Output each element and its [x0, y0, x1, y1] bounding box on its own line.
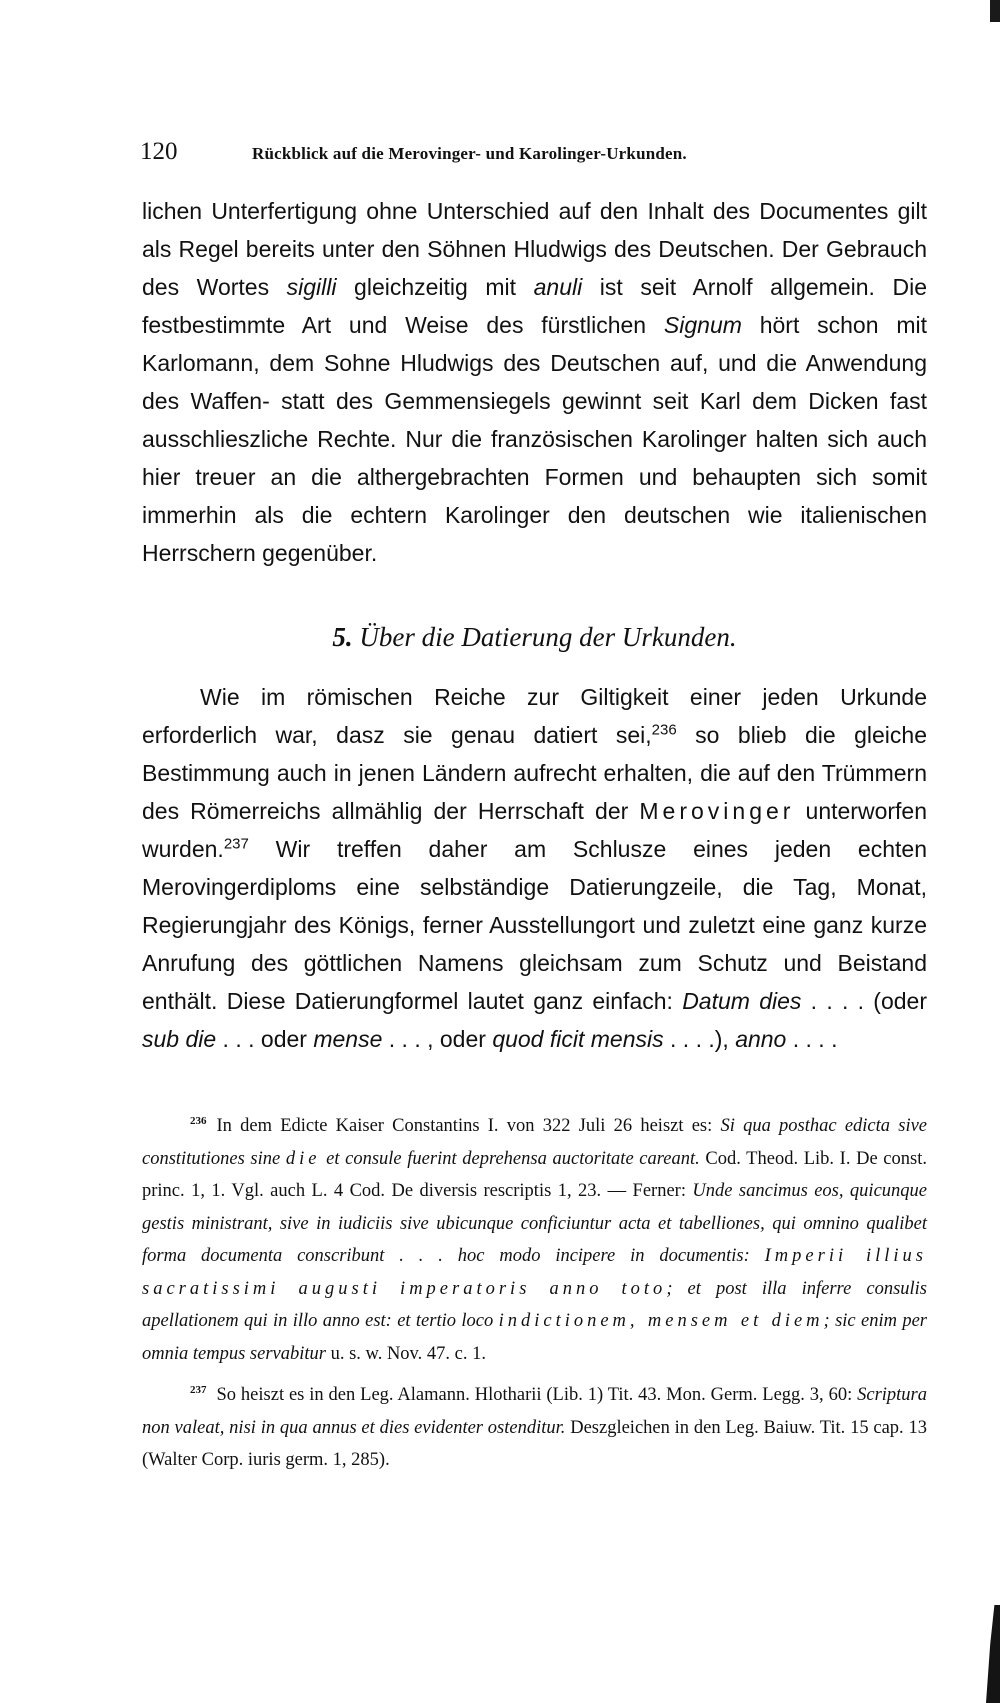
text-run: . . . oder — [216, 1026, 314, 1052]
spaced-italic: Imperii illius sacratissimi augusti imperatoris anno toto — [142, 1246, 927, 1299]
italic-quote: ; et post illa inferre consulis apellationem qui in illo anno est: et tertio loco — [142, 1278, 927, 1332]
text-run: . . . . (oder — [801, 988, 927, 1014]
text-run: u. s. w. Nov. 47. c. 1. — [325, 1343, 486, 1364]
text-run: hört schon mit Karlomann, dem Sohne Hludwigs des Deutschen auf, und die Anwendung des Waffen- statt des Gemmensiegels gewinnt seit Karl dem Dicken fast ausschlieszliche Rechte. Nur die französischen Karolinger halten sich auch hier treuer an die althergebrachten Formen und behaupten sich somit immerhin als die echtern Karolinger den deutschen wie italienischen Herrschern gegenüber. — [142, 312, 927, 566]
text-run: Wir treffen daher am Schlusze eines jeden echten Merovingerdiploms eine selbständige Datierungzeile, die Tag, Monat, Regierungjahr des Königs, ferner Ausstellungort und zuletzt eine ganz kurze Anrufung des göttlichen Namens gleichsam zum Schutz und Beistand enthält. Diese Datierungformel lautet ganz einfach: — [142, 836, 927, 1014]
text-run: In dem Edicte Kaiser Constantins I. von 322 Juli 26 heiszt es: — [216, 1116, 721, 1137]
footnote-ref-237[interactable]: 237 — [223, 835, 249, 853]
text-run: So heiszt es in den Leg. Alamann. Hlotharii (Lib. 1) Tit. 43. Mon. Germ. Legg. 3, 60: — [216, 1385, 858, 1406]
footnote-237 — [142, 1374, 927, 1477]
footnote-marker: 236 — [190, 1115, 207, 1127]
text-run: . . . , oder — [382, 1026, 493, 1052]
italic-term: mense — [313, 1026, 383, 1052]
spaced-italic: indictionem, mensem et diem — [498, 1311, 824, 1332]
spaced-italic: die — [285, 1148, 321, 1169]
italic-term: anno — [735, 1026, 787, 1052]
text-run: Cod. Theod. Lib. I. De const. princ. 1, 1. Vgl. auch L. 4 Cod. De diversis rescriptis 1, 23. — Ferner: — [142, 1148, 927, 1202]
page-number: 120 — [140, 138, 178, 165]
italic-term: anuli — [533, 274, 583, 300]
italic-term: sub die — [142, 1026, 217, 1052]
footnote-marker: 237 — [190, 1384, 207, 1397]
running-head: Rückblick auf die Merovinger- und Karolinger-Urkunden. — [252, 144, 687, 163]
text-run: . . . .), — [663, 1026, 736, 1052]
footnotes — [142, 1105, 927, 1481]
italic-quote: fuerint deprehensa auctoritate careant. — [401, 1148, 700, 1169]
italic-quote: Si qua posthac edicta sive constitutiones sine — [142, 1116, 928, 1169]
text-run: . . . . — [786, 1026, 838, 1052]
italic-term: Signum — [663, 312, 742, 338]
text-run: ist seit Arnolf allgemein. Die festbestimmte Art und Weise des fürstlichen — [142, 274, 927, 338]
text-run: unterworfen wurden. — [142, 798, 927, 862]
italic-quote: et — [320, 1148, 346, 1169]
page-header — [140, 138, 930, 172]
spaced-name: Merovinger — [639, 798, 795, 824]
paragraph-1 — [142, 192, 927, 572]
italic-term: quod ficit mensis — [492, 1026, 664, 1052]
scan-edge-mark-bottom — [986, 1605, 1000, 1703]
paragraph-2 — [142, 678, 927, 1058]
italic-term: Datum dies — [682, 988, 802, 1014]
section-heading — [142, 622, 927, 653]
footnote-236 — [142, 1105, 927, 1370]
italic-quote: Scriptura non valeat, nisi in qua annus et dies evidenter ostenditur. — [142, 1385, 927, 1438]
italic-quote: consule — [345, 1148, 402, 1169]
footnote-ref-236[interactable]: 236 — [651, 721, 677, 739]
text-run: lichen Unterfertigung ohne Unterschied auf den Inhalt des Documentes gilt als Regel bereits unter den Söhnen Hludwigs des Deutschen. Der Gebrauch des Wortes — [142, 198, 927, 300]
italic-term: sigilli — [286, 274, 337, 300]
section-title: Über die Datierung der Urkunden. — [359, 622, 737, 652]
section-number: 5. — [332, 622, 353, 652]
scan-edge-mark-top — [990, 0, 1000, 22]
text-run: Wie im römischen Reiche zur Giltigkeit einer jeden Urkunde erforderlich war, dasz sie genau datiert sei, — [142, 684, 927, 748]
italic-quote: Unde sancimus eos, quicunque gestis ministrant, sive in iudiciis sive ubicunque conficiuntur acta et tabelliones, qui omnino qualibet forma documenta conscribunt . . . hoc modo incipere in documentis: — [142, 1181, 927, 1267]
text-run: gleichzeitig mit — [336, 274, 534, 300]
italic-quote: ; sic enim per omnia tempus servabitur — [142, 1311, 927, 1364]
text-run: so blieb die gleiche Bestimmung auch in jenen Ländern aufrecht erhalten, die auf den Trümmern des Römerreichs allmählig der Herrschaft der — [142, 722, 927, 824]
text-run: Deszgleichen in den Leg. Baiuw. Tit. 15 cap. 13 (Walter Corp. iuris germ. 1, 285). — [142, 1417, 927, 1471]
